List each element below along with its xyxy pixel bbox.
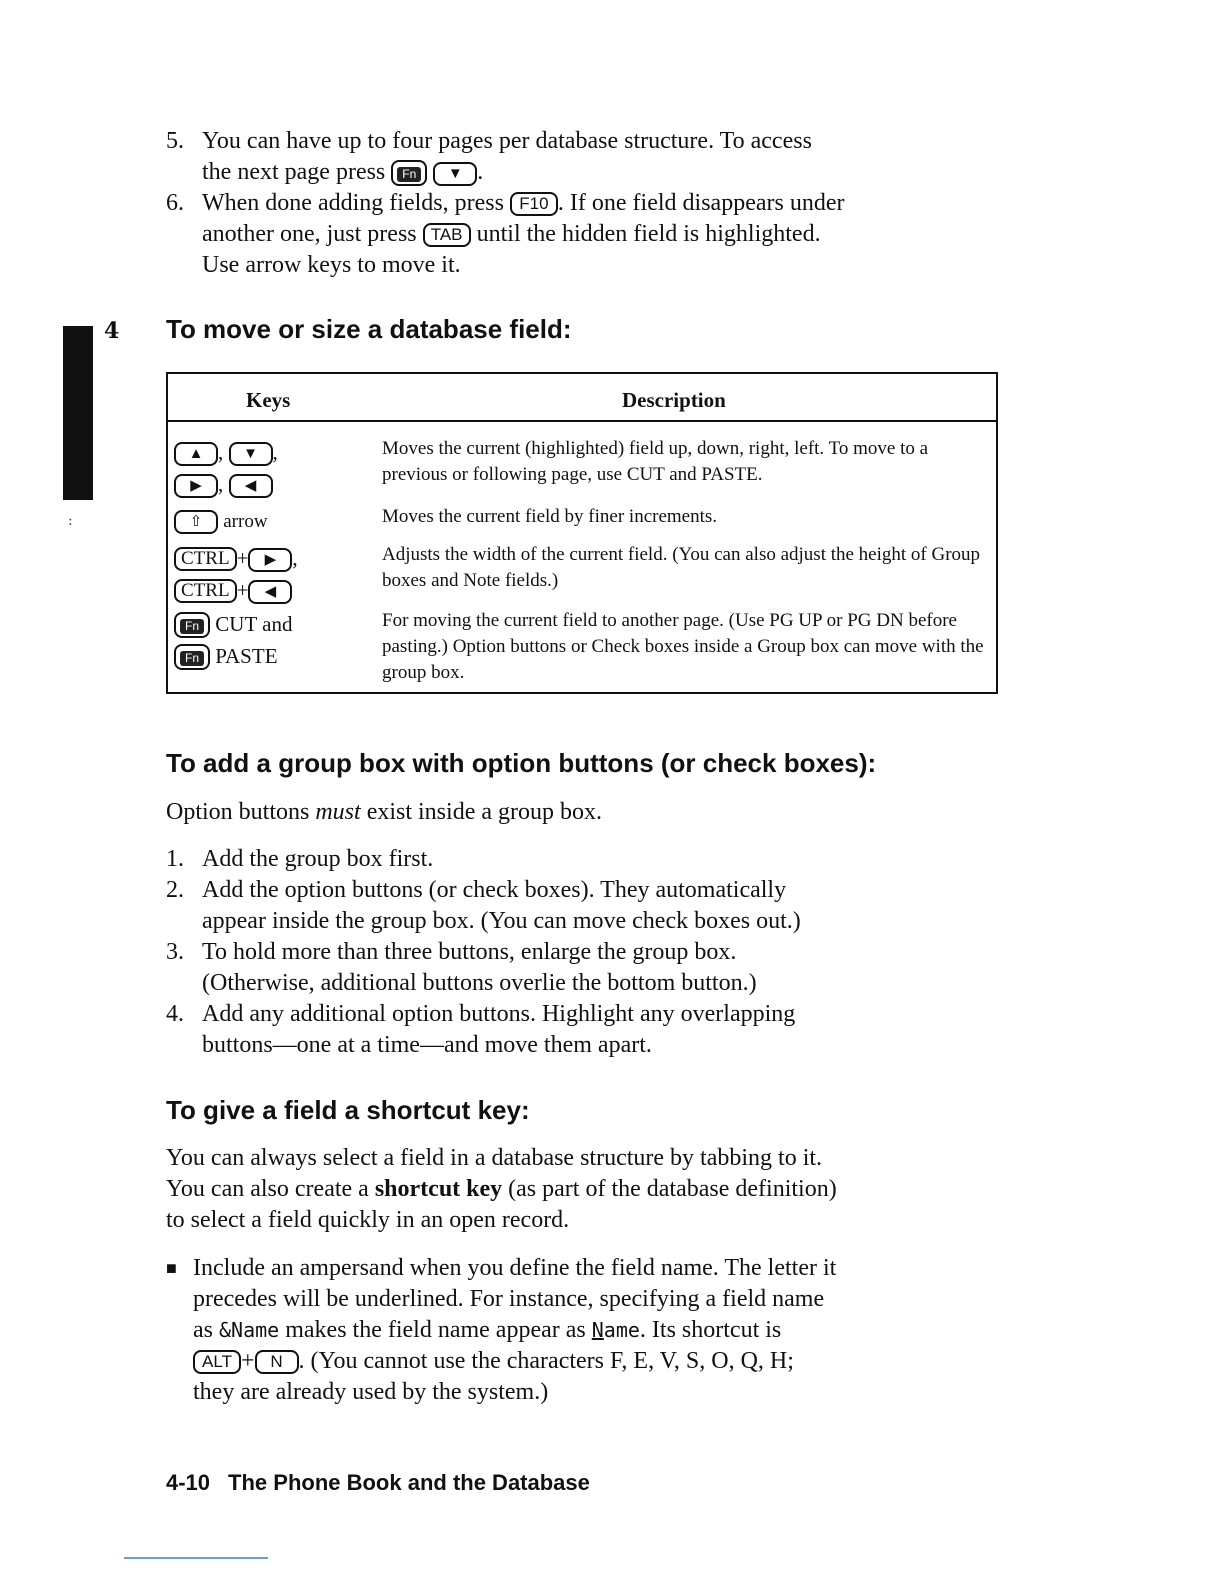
- down-arrow-key-icon: ▼: [229, 442, 273, 466]
- step-text-part: . If one field disappears under: [557, 190, 845, 216]
- keys-text: arrow: [223, 511, 268, 532]
- para-line: precedes will be underlined. For instance, specifying a field name: [193, 1286, 825, 1312]
- keys-line: [174, 542, 374, 574]
- left-arrow-key-icon: ◀: [248, 580, 292, 604]
- header-divider: [168, 420, 996, 422]
- footer-rule: [124, 1557, 268, 1559]
- plus-sign: +: [236, 578, 249, 602]
- step-text: You can have up to four pages per database structure. To access: [202, 128, 812, 154]
- text-part: makes the field name appear as: [285, 1317, 586, 1343]
- para-line: You can always select a field in a database structure by tabbing to it.: [166, 1145, 823, 1171]
- plus-sign: +: [241, 1348, 255, 1374]
- right-arrow-key-icon: ▶: [248, 548, 292, 572]
- step-text-part: another one, just press: [202, 221, 417, 247]
- para-line: to select a field quickly in an open record.: [166, 1207, 570, 1233]
- step-text: (Otherwise, additional buttons overlie the bottom button.): [202, 970, 757, 996]
- step-number: 4.: [166, 1001, 184, 1027]
- chapter-number: 4: [104, 318, 120, 344]
- text-part: (as part of the database definition): [508, 1176, 837, 1202]
- text-part: . (You cannot use the characters F, E, V, S, O, Q, H;: [298, 1348, 794, 1374]
- right-arrow-key-icon: ▶: [174, 474, 218, 498]
- up-arrow-key-icon: ▲: [174, 442, 218, 466]
- bullet-icon: ■: [166, 1258, 177, 1278]
- step-text: Add the option buttons (or check boxes). They automatically: [202, 877, 787, 903]
- f10-key-icon: F10: [510, 192, 558, 216]
- down-arrow-key-icon: ▼: [433, 162, 477, 186]
- margin-mark: :: [68, 513, 73, 529]
- step-5: [166, 126, 996, 188]
- keys-text: CUT and: [215, 612, 293, 636]
- page-number: 4-10: [166, 1470, 211, 1495]
- alt-key-icon: ALT: [193, 1350, 241, 1374]
- para-line: [193, 1315, 1006, 1346]
- separator: ,: [218, 472, 224, 496]
- fn-key-label: Fn: [180, 651, 204, 666]
- row-keys: [174, 542, 374, 606]
- col-header-description: Description: [622, 388, 726, 412]
- group-intro: [166, 797, 1006, 828]
- step-text-part: .: [477, 159, 484, 185]
- chapter-title: The Phone Book and the Database: [228, 1470, 590, 1495]
- keys-text: PASTE: [215, 644, 278, 668]
- shift-key-icon: ⇧: [174, 510, 218, 534]
- para-line: they are already used by the system.): [193, 1379, 549, 1405]
- separator: ,: [272, 440, 278, 464]
- row-description: Adjusts the width of the current field. (You can also adjust the height of Group boxes and Note fields.): [382, 544, 981, 591]
- keys-line: [174, 574, 374, 606]
- left-arrow-key-icon: ◀: [229, 474, 273, 498]
- separator: ,: [292, 546, 298, 570]
- row-keys: [174, 608, 374, 672]
- keys-line: [174, 436, 374, 468]
- row-description: For moving the current field to another page. (Use PG UP or PG DN before pasting.) Option buttons or Check boxes inside a Group box can move with the group box.: [382, 610, 984, 683]
- step-number: 1.: [166, 846, 184, 872]
- para-line: [193, 1346, 1006, 1377]
- list-item: [166, 875, 996, 937]
- step-text: Add any additional option buttons. Highlight any overlapping: [202, 1001, 796, 1027]
- step-text-part: until the hidden field is highlighted.: [476, 221, 821, 247]
- shortcut-bullet: [166, 1253, 1006, 1408]
- emphasis: must: [315, 799, 361, 825]
- tab-key-icon: TAB: [423, 223, 471, 247]
- shortcut-paragraph: [166, 1143, 1006, 1236]
- col-header-keys: Keys: [246, 388, 291, 412]
- step-text-part: the next page press: [202, 159, 386, 185]
- keys-line: [174, 640, 374, 672]
- row-keys: [174, 436, 374, 500]
- keys-line: [174, 468, 374, 500]
- ctrl-key-icon: CTRL: [174, 547, 237, 571]
- n-key-icon: N: [255, 1350, 299, 1374]
- list-item: [166, 844, 996, 875]
- row-description: Moves the current field by finer increments.: [382, 506, 718, 527]
- step-text-part: When done adding fields, press: [202, 190, 504, 216]
- bullet-content: [166, 1253, 1006, 1408]
- fn-key-icon: [391, 160, 427, 186]
- section-heading-move: To move or size a database field:: [166, 314, 572, 344]
- step-text: Use arrow keys to move it.: [202, 252, 461, 278]
- step-text: appear inside the group box. (You can move check boxes out.): [202, 908, 801, 934]
- intro-steps: [166, 126, 996, 281]
- text-part: . Its shortcut is: [639, 1317, 782, 1343]
- name-rest: ame: [603, 1318, 640, 1342]
- step-number: 3.: [166, 939, 184, 965]
- text-part: exist inside a group box.: [366, 799, 602, 825]
- section-heading-group: To add a group box with option buttons (or check boxes):: [166, 748, 877, 778]
- ctrl-key-icon: CTRL: [174, 579, 237, 603]
- text-part: Option buttons: [166, 799, 310, 825]
- step-text: buttons—one at a time—and move them apart.: [202, 1032, 652, 1058]
- step-number: 2.: [166, 877, 184, 903]
- list-item: [166, 937, 996, 999]
- list-item: [166, 999, 996, 1061]
- section-heading-shortcut: To give a field a shortcut key:: [166, 1095, 530, 1125]
- underlined-letter: N: [591, 1318, 604, 1342]
- step-text: Add the group box first.: [202, 846, 434, 872]
- step-6: [166, 188, 996, 281]
- bold-term: shortcut key: [374, 1176, 503, 1202]
- para-line: [166, 1174, 1006, 1205]
- keys-line: [174, 608, 374, 640]
- step-number: 5.: [166, 128, 184, 154]
- group-steps: [166, 844, 996, 1061]
- underlined-name: [592, 1318, 640, 1342]
- code-text: &Name: [219, 1318, 280, 1342]
- step-text: [202, 188, 996, 219]
- text-part: as: [193, 1317, 213, 1343]
- text-part: You can also create a: [166, 1176, 369, 1202]
- step-text: [202, 157, 996, 188]
- row-keys: [174, 504, 374, 538]
- fn-key-icon: [174, 644, 210, 670]
- keys-table: [166, 372, 998, 694]
- plus-sign: +: [236, 546, 249, 570]
- step-text: To hold more than three buttons, enlarge the group box.: [202, 939, 737, 965]
- page-footer: [166, 1470, 590, 1496]
- step-text: [202, 219, 996, 250]
- chapter-tab-bar: [63, 326, 93, 500]
- fn-key-label: Fn: [180, 619, 204, 634]
- separator: ,: [218, 440, 224, 464]
- fn-key-label: Fn: [397, 167, 421, 182]
- step-number: 6.: [166, 190, 184, 216]
- para-line: Include an ampersand when you define the field name. The letter it: [193, 1255, 837, 1281]
- row-description: Moves the current (highlighted) field up, down, right, left. To move to a previous or following page, use CUT and PASTE.: [382, 438, 929, 485]
- fn-key-icon: [174, 612, 210, 638]
